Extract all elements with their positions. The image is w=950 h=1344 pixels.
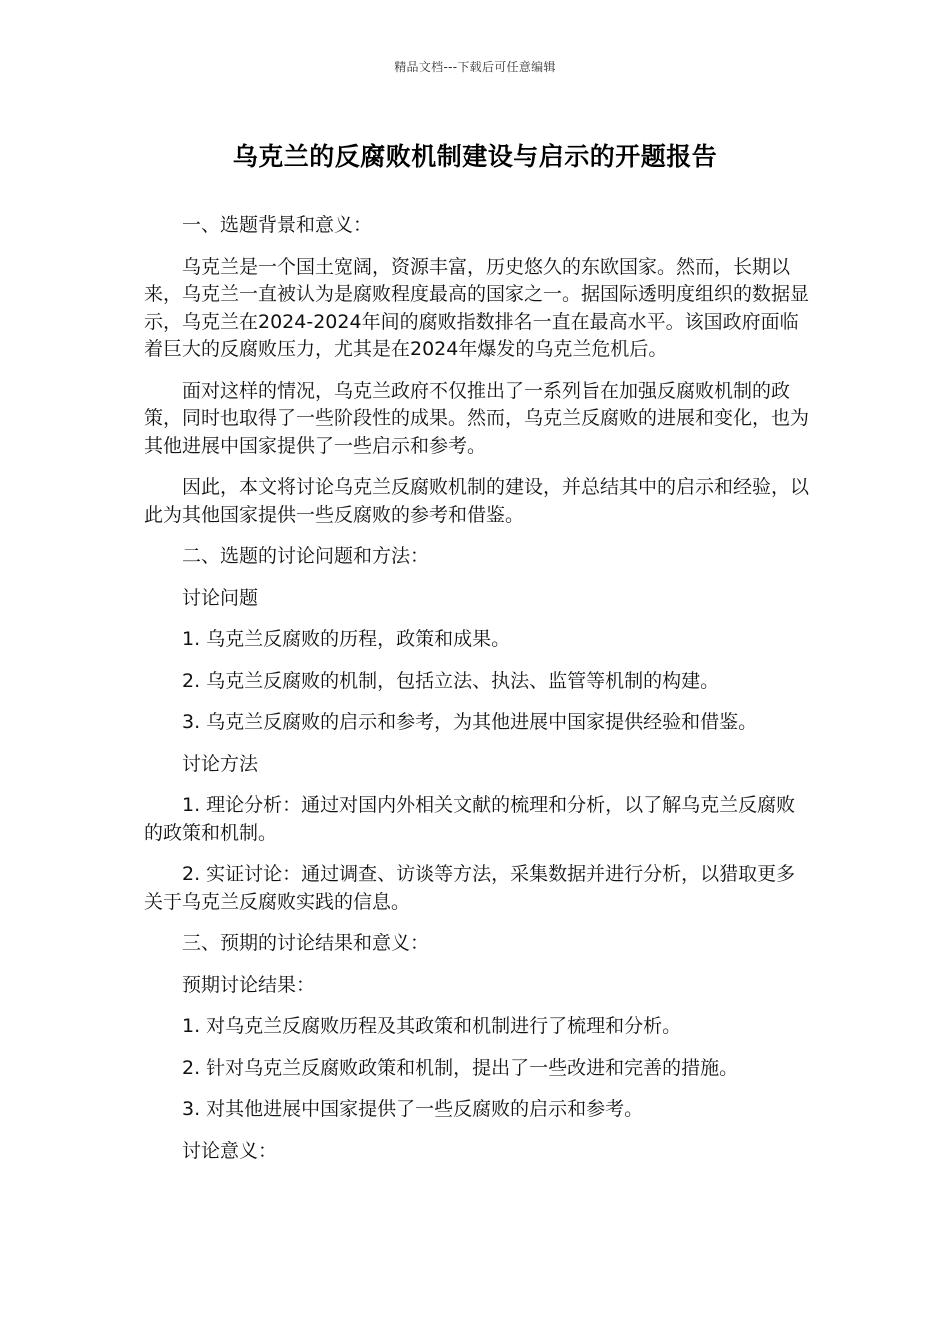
paragraph-background-3: 因此，本文将讨论乌克兰反腐败机制的建设，并总结其中的启示和经验，以此为其他国家提供一些反腐败的参考和借鉴。 — [144, 476, 810, 526]
result-item-1: 1. 对乌克兰反腐败历程及其政策和机制进行了梳理和分析。 — [182, 1015, 682, 1037]
paragraph-background-2: 面对这样的情况，乌克兰政府不仅推出了一系列旨在加强反腐败机制的政策，同时也取得了一些阶段性的成果。然而，乌克兰反腐败的进展和变化，也为其他进展中国家提供了一些启示和参考。 — [144, 379, 810, 457]
document-body — [144, 212, 814, 1179]
method-item-2: 2. 实证讨论：通过调查、访谈等方法，采集数据并进行分析，以猎取更多关于乌克兰反腐败实践的信息。 — [144, 863, 796, 913]
section-heading-expected-results: 三、预期的讨论结果和意义： — [182, 932, 430, 954]
subheading-methods: 讨论方法 — [182, 752, 259, 775]
document-title: 乌克兰的反腐败机制建设与启示的开题报告 — [232, 142, 718, 171]
subheading-questions: 讨论问题 — [182, 586, 259, 609]
question-item-2: 2. 乌克兰反腐败的机制，包括立法、执法、监管等机制的构建。 — [182, 669, 720, 692]
subheading-expected-results: 预期讨论结果： — [182, 973, 316, 996]
method-item-1: 1. 理论分析：通过对国内外相关文献的梳理和分析，以了解乌克兰反腐败的政策和机制。 — [144, 794, 796, 844]
section-heading-background: 一、选题背景和意义： — [182, 214, 373, 236]
question-item-3: 3. 乌克兰反腐败的启示和参考，为其他进展中国家提供经验和借鉴。 — [182, 711, 758, 733]
section-heading-questions-methods: 二、选题的讨论问题和方法： — [182, 545, 430, 567]
page-header: 精品文档---下载后可任意编辑 — [394, 60, 556, 74]
subheading-significance: 讨论意义： — [182, 1139, 278, 1162]
result-item-3: 3. 对其他进展中国家提供了一些反腐败的启示和参考。 — [182, 1098, 644, 1120]
question-item-1: 1. 乌克兰反腐败的历程，政策和成果。 — [182, 628, 511, 650]
paragraph-background-1: 乌克兰是一个国土宽阔，资源丰富，历史悠久的东欧国家。然而，长期以来，乌克兰一直被认为是腐败程度最高的国家之一。据国际透明度组织的数据显示，乌克兰在2024-2024年间的腐败指数排名一直在最高水平。该国政府面临着巨大的反腐败压力，尤其是在2024年爆发的乌克兰危机后。 — [144, 255, 810, 360]
result-item-2: 2. 针对乌克兰反腐败政策和机制，提出了一些改进和完善的措施。 — [182, 1056, 739, 1079]
